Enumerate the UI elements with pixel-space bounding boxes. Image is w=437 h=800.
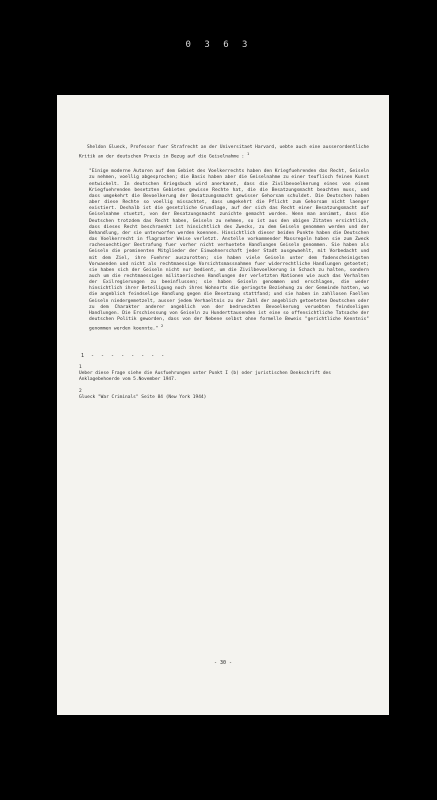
footnote-1-text: Ueber diese Frage siehe die Ausfuehrungen unter Punkt I (b) oder juristischen Denkschrift des Anklagebehoerde vom 5.November 1947. — [79, 370, 331, 382]
page-number: - 30 - — [213, 660, 233, 666]
intro-text: Sheldon Glueck, Professor fuer Strafrecht an der Universitaet Harvard, uebte auch eine ausserordentliche Kritik an der deutschen Praxis in Bezug auf die Geiselnahme : — [79, 145, 369, 160]
footnote-2 — [79, 389, 369, 401]
footnote-1-number: 1 — [79, 364, 82, 370]
footnote-1 — [79, 365, 369, 383]
quote-text: "Einige moderne Autoren auf dem Gebiet des Voelkerrechts haben den Kriegfuehrenden das Recht, Geiseln zu nehmen, voellig abgesprochen; die Basis haben aber die Geiselnahme zu einer teuflisch feinen Kunst entwickelt. In deutschen Kriegsbuch wird anerkannt, dass die Zivilbevoelkerung eines von einem Kriegfuehrenden besetzten Gebietes gewisse Rechte hat, die die Besatzungsmacht beachten muss, und dass umgekehrt die Bevoelkerung der Besatzungsmacht gewisser Gehorsam schuldet. Die Deutschen haben aber diese Rechte so voellig missachtet, dass umgekehrt die Pflicht zum Gehorsam nicht laenger existiert. Deshalb ist die gesetzliche Grundlage, auf der sich das Recht einer Besatzungsmacht auf Geiselnahme stuetzt, von der Besatzungsmacht zunichte gemacht worden. Wenn man annimmt, dass die Deutschen trotzdem das Recht haben, Geiseln zu nehmen, so ist aus den obigen Zitaten ersichtlich, dass dieses Recht beschraenkt ist hinsichtlich des Zwecks, zu dem Geiseln genommen werden und der Behandlung, der sie unterworfen werden koennen. Hinsichtlich dieser beiden Punkte haben die Deutschen das Voelkerrecht in flagranter Weise verletzt. Anstelle vorkommender Massregeln haben sie zum Zweck rachesuechtiger Bestrafung fuer vorher nicht verhuetete Handlungen Geiseln genommen. Sie haben als Geiseln die prominenten Mitglieder der Einwohnerschaft jeder Stadt ausgewaehlt, mit Vorbedacht und mit dem Ziel, ihre Fuehrer auszurotten; sie haben viele Geiseln unter dem fadenscheinigsten Vorwaenden und nicht als rechtmaessige Vorsichtsmassnahmen fuer widerrechtliche Handlungen getoetet; sie haben sich der Geiseln nicht nur bedient, um die Zivilbevoelkerung in Schach zu halten, sondern auch um die rechtmaessigen militaerischen Handlungen der verletzten Nationen wie auch das Verhalten der Exilregierungen zu beeinflussen; sie haben Geiseln genommen und erschlagen, die weder hinsichtlich ihrer Beteiligung noch ihres Wohnorts die geringste Beziehung zu der Gemeinde hatten, wo die angeblich feindselige Handlung gegen die Besetzung stattfand; und sie haben in zahllosen Faellen Geiseln niedergemetzelt, ausser jedem Verhaeltnis zu der Zahl der angeblich getoeteten Deutschen oder zu dem Charakter anderer angeblich von der bedrueckten Bevoelkerung veruebten feindseligen Handlungen. Die Erschiessung von Geiseln zu Hunderttausenden ist eine so offensichtliche Tatsache der deutschen Politik geworden, dass von der Nebene selbst ohne formelle Beweis "gerichtliche Kenntnis" genommen werden koennte." — [89, 169, 369, 332]
document-page — [57, 95, 389, 715]
footnote-divider: 1 - - - - - - - - — [81, 352, 167, 359]
intro-paragraph — [79, 145, 369, 161]
quote-footnote-ref: 2 — [160, 323, 164, 329]
footnote-2-text: Glueck "War Criminals" Seite 84 (New York 1944) — [79, 394, 207, 400]
footnote-2-number: 2 — [79, 388, 82, 394]
intro-footnote-ref: 1 — [246, 152, 250, 157]
block-quote — [89, 169, 369, 333]
archive-stamp-number: 0 3 6 3 — [185, 40, 252, 50]
